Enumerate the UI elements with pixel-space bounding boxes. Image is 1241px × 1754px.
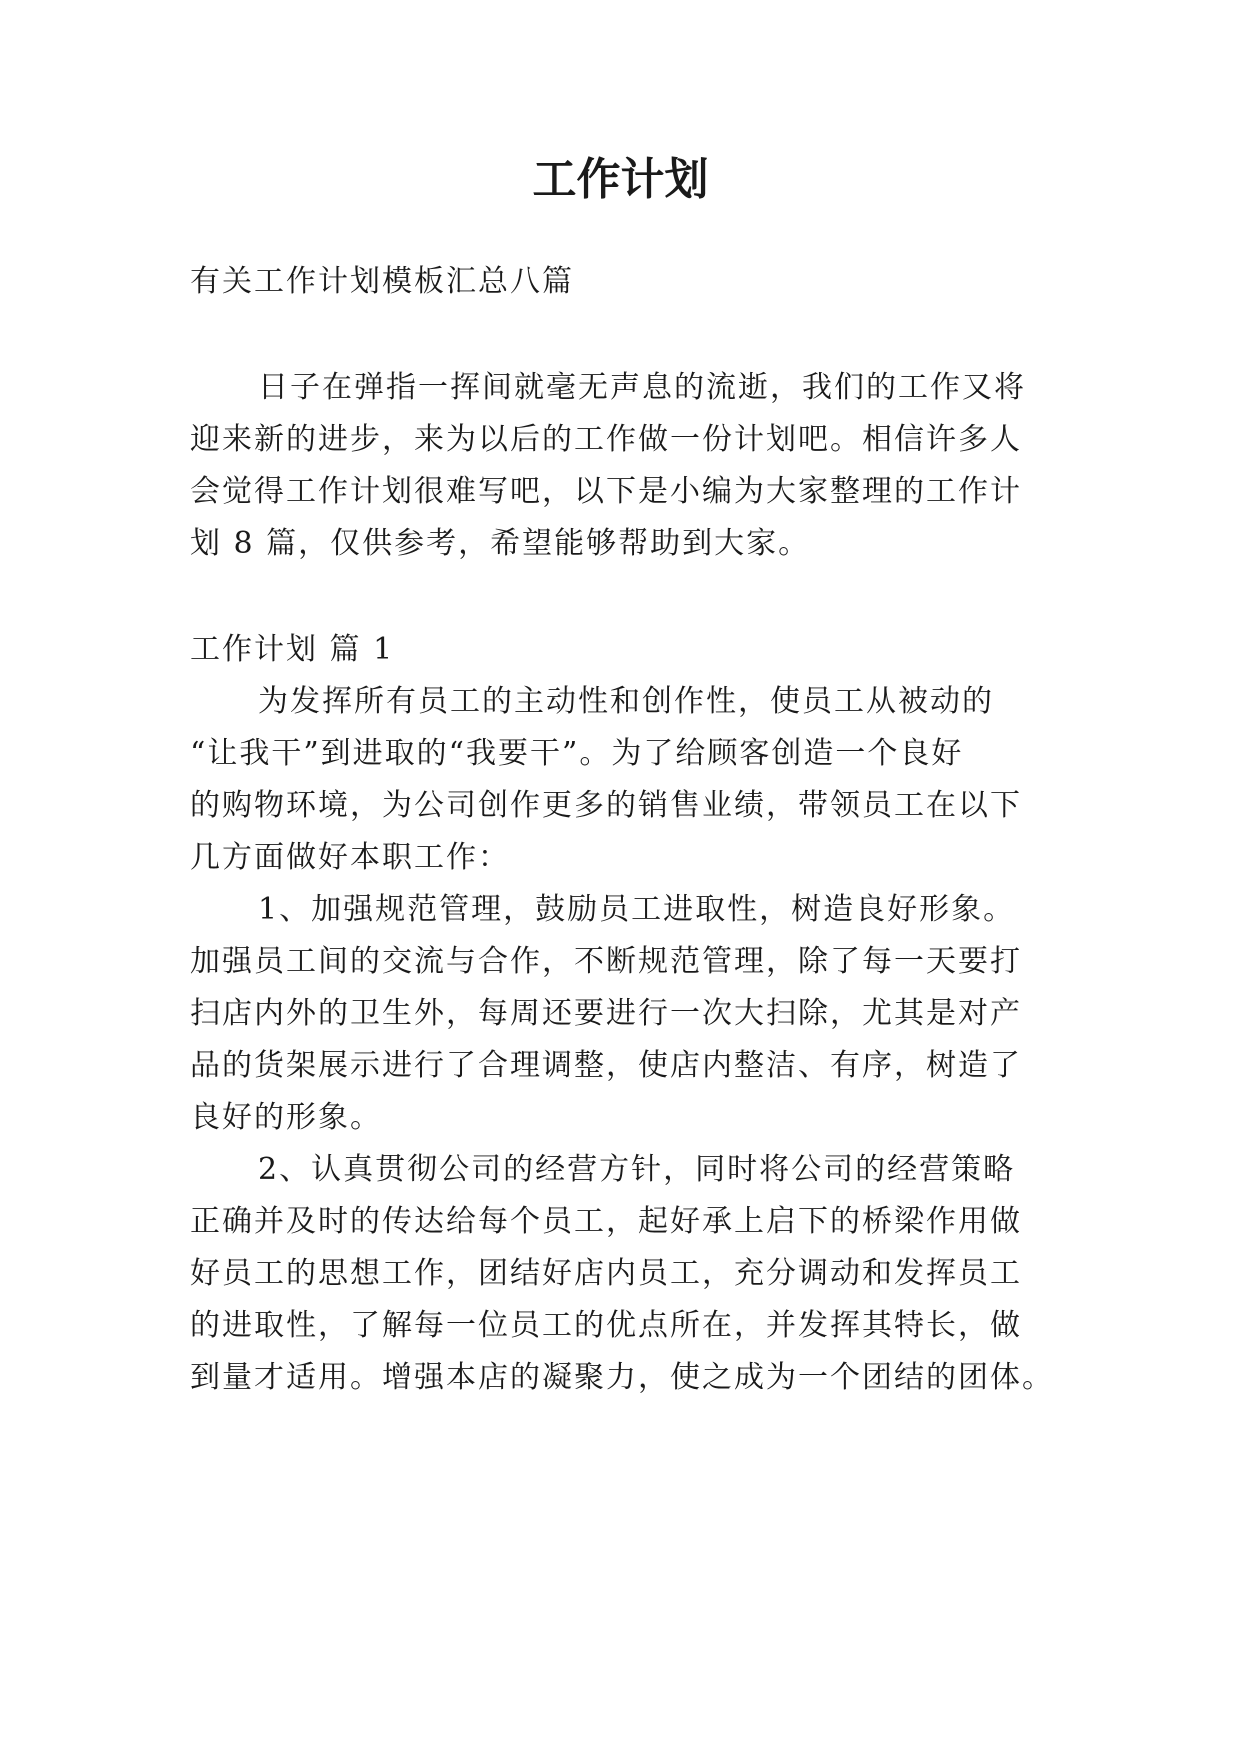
paragraph-line: 1、加强规范管理，鼓励员工进取性，树造良好形象。	[258, 892, 1016, 927]
paragraph-line: “让我干”到进取的“我要干”。为了给顾客创造一个良好	[190, 736, 964, 771]
paragraph-line: 加强员工间的交流与合作，不断规范管理，除了每一天要打	[190, 944, 1022, 979]
intro-line: 日子在弹指一挥间就毫无声息的流逝，我们的工作又将	[258, 370, 1026, 405]
paragraph-line: 品的货架展示进行了合理调整，使店内整洁、有序，树造了	[190, 1048, 1022, 1083]
intro-line: 会觉得工作计划很难写吧，以下是小编为大家整理的工作计	[190, 474, 1022, 509]
paragraph-line: 到量才适用。增强本店的凝聚力，使之成为一个团结的团体。	[190, 1360, 1054, 1395]
paragraph-line: 正确并及时的传达给每个员工，起好承上启下的桥梁作用做	[190, 1204, 1022, 1239]
paragraph-line: 2、认真贯彻公司的经营方针，同时将公司的经营策略	[258, 1152, 1016, 1187]
intro-line: 迎来新的进步，来为以后的工作做一份计划吧。相信许多人	[190, 422, 1022, 457]
paragraph-line: 的购物环境，为公司创作更多的销售业绩，带领员工在以下	[190, 788, 1022, 823]
document-subtitle: 有关工作计划模板汇总八篇	[190, 264, 574, 299]
intro-line: 划 8 篇，仅供参考，希望能够帮助到大家。	[190, 526, 811, 561]
paragraph-line: 为发挥所有员工的主动性和创作性，使员工从被动的	[258, 684, 994, 719]
section-heading: 工作计划 篇 1	[190, 632, 395, 667]
paragraph-line: 几方面做好本职工作：	[190, 840, 510, 875]
paragraph-line: 良好的形象。	[190, 1100, 382, 1135]
document-title: 工作计划	[532, 154, 709, 205]
paragraph-line: 好员工的思想工作，团结好店内员工，充分调动和发挥员工	[190, 1256, 1022, 1291]
paragraph-line: 的进取性，了解每一位员工的优点所在，并发挥其特长，做	[190, 1308, 1022, 1343]
paragraph-line: 扫店内外的卫生外，每周还要进行一次大扫除，尤其是对产	[190, 996, 1022, 1031]
